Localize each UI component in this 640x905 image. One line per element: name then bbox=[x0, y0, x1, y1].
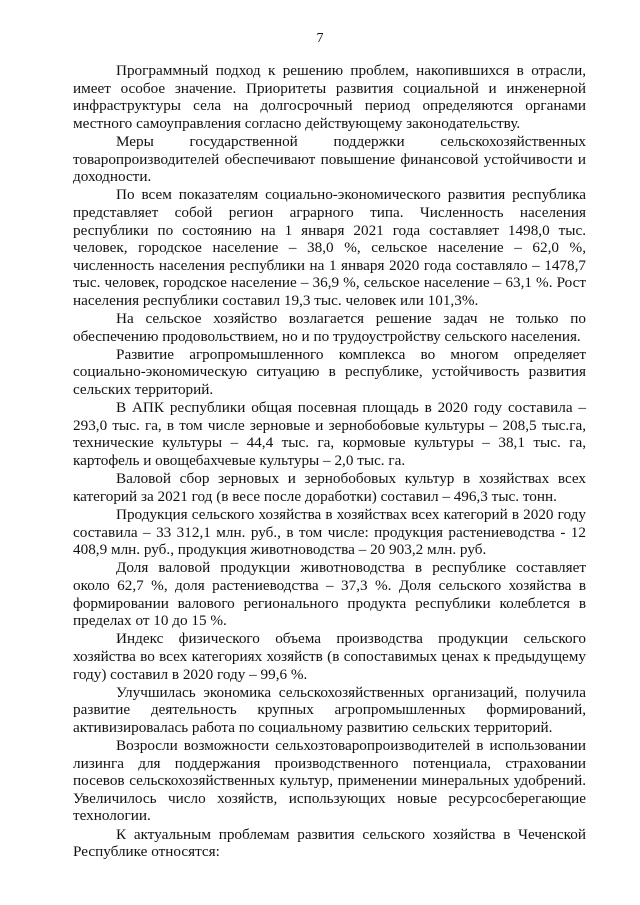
paragraph: Валовой сбор зерновых и зернобобовых культур в хозяйствах всех категорий за 2021 год (в весе после доработки) составил – 496,3 тыс. тонн. bbox=[73, 470, 586, 505]
paragraph: Возросли возможности сельхозтоваропроизводителей в использовании лизинга для поддержания производственного потенциала, страховании посевов сельскохозяйственных культур, применении минеральных удобрений. Увеличилось число хозяйств, использующих новые ресурсосберегающие технологии. bbox=[73, 737, 586, 825]
paragraph: По всем показателям социально-экономического развития республика представляет собой регион аграрного типа. Численность населения республики по состоянию на 1 января 2021 года составляет 1498,0 тыс. человек, городское население – 38,0 %, сельское население – 62,0 %, численность населения республики на 1 января 2020 года составляло – 1478,7 тыс. человек, городское население – 36,9 %, сельское население – 63,1 %. Рост населения республики составил 19,3 тыс. человек или 101,3%. bbox=[73, 186, 586, 309]
paragraph: В АПК республики общая посевная площадь в 2020 году составила – 293,0 тыс. га, в том числе зерновые и зернобобовые культуры – 208,5 тыс.га, технические культуры – 44,4 тыс. га, кормовые культуры – 38,1 тыс. га, картофель и овощебахчевые культуры – 2,0 тыс. га. bbox=[73, 399, 586, 470]
paragraph: К актуальным проблемам развития сельского хозяйства в Чеченской Республике относятся: bbox=[73, 825, 586, 861]
paragraph: Продукция сельского хозяйства в хозяйствах всех категорий в 2020 году составила – 33 312,1 млн. руб., в том числе: продукция растениеводства - 12 408,9 млн. руб., продукция животноводства – 20 903,2 млн. руб. bbox=[73, 506, 586, 559]
paragraph: На сельское хозяйство возлагается решение задач не только по обеспечению продовольствием, но и по трудоустройству сельского населения. bbox=[73, 310, 586, 345]
paragraph: Улучшилась экономика сельскохозяйственных организаций, получила развитие деятельность крупных агропромышленных формирований, активизировалась работа по социальному развитию сельских территорий. bbox=[73, 683, 586, 736]
paragraph: Индекс физического объема производства продукции сельского хозяйства во всех категориях хозяйств (в сопоставимых ценах к предыдущему году) составил в 2020 году – 99,6 %. bbox=[73, 630, 586, 683]
paragraph: Развитие агропромышленного комплекса во многом определяет социально-экономическую ситуацию в республике, устойчивость развития сельских территорий. bbox=[73, 345, 586, 399]
paragraph: Программный подход к решению проблем, накопившихся в отрасли, имеет особое значение. Приоритеты развития социальной и инженерной инфраструктуры села на долгосрочный период определяются органами местного самоуправления согласно действующему законодательству. bbox=[73, 62, 586, 132]
body-text bbox=[73, 62, 586, 861]
page-number: 7 bbox=[316, 31, 324, 46]
paragraph: Доля валовой продукции животноводства в республике составляет около 62,7 %, доля растениеводства – 37,3 %. Доля сельского хозяйства в формировании валового регионального продукта республики колеблется в пределах от 10 до 15 %. bbox=[73, 559, 586, 630]
paragraph: Меры государственной поддержки сельскохозяйственных товаропроизводителей обеспечивают повышение финансовой устойчивости и доходности. bbox=[73, 132, 586, 186]
